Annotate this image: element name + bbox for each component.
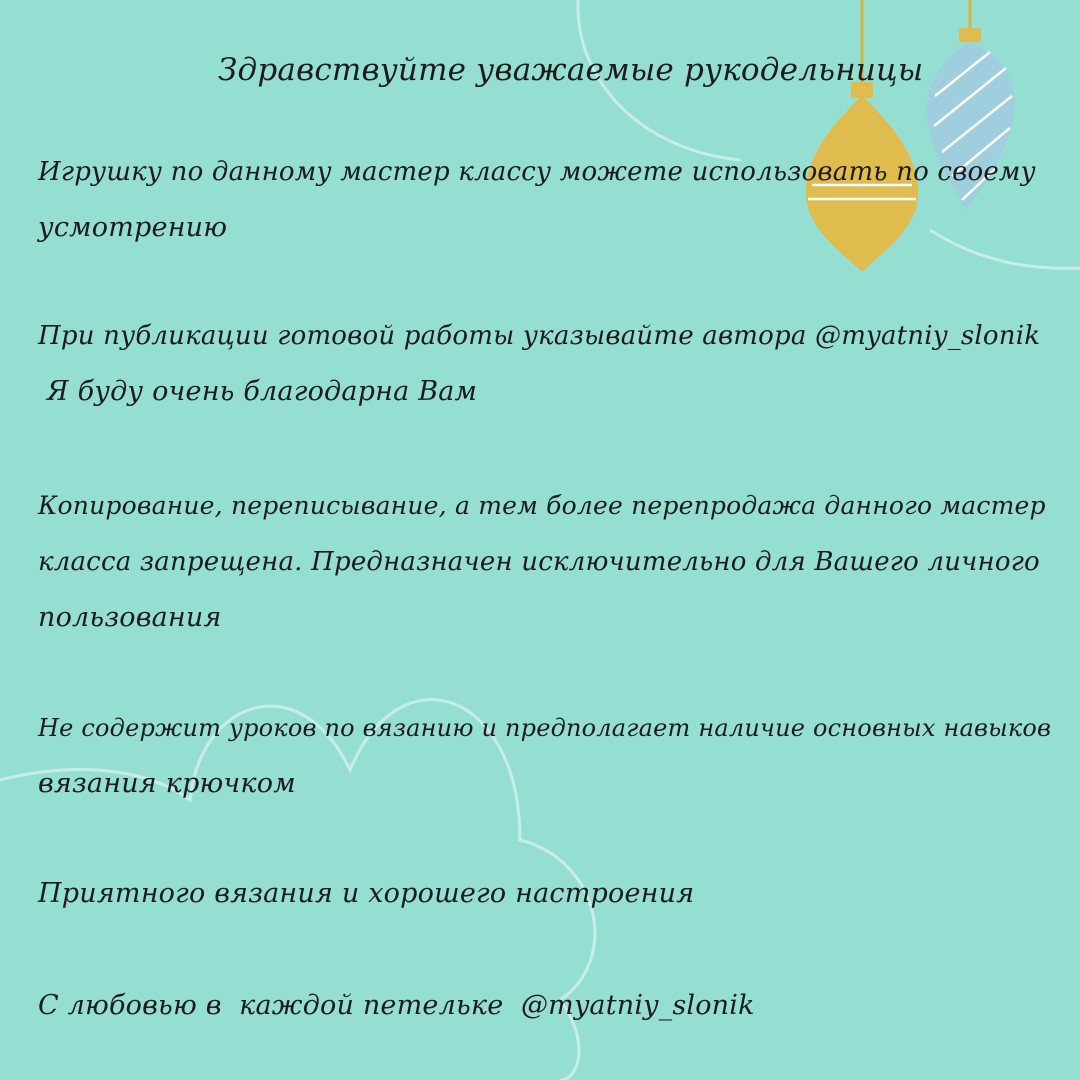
gold-ornament-icon xyxy=(806,0,918,272)
paragraph-5-line-1: Приятного вязания и хорошего настроения xyxy=(38,878,695,909)
paragraph-4-line-2: вязания крючком xyxy=(38,768,296,799)
paragraph-1-line-2: усмотрению xyxy=(38,212,228,243)
paragraph-1-line-1: Игрушку по данному мастер классу можете использовать по своему xyxy=(38,157,1036,187)
paragraph-2-line-1: При публикации готовой работы указывайте автора @myatniy_slonik xyxy=(38,321,1041,351)
paragraph-4-line-1: Не содержит уроков по вязанию и предполагает наличие основных навыков xyxy=(38,714,1052,742)
page-title: Здравствуйте уважаемые рукодельницы xyxy=(218,52,924,88)
paragraph-3-line-2: класса запрещена. Предназначен исключительно для Вашего личного xyxy=(38,547,1040,577)
paragraph-3-line-1: Копирование, переписывание, а тем более перепродажа данного мастер xyxy=(38,491,1046,520)
paragraph-2-line-2: Я буду очень благодарна Вам xyxy=(38,376,478,407)
decor-arc-right xyxy=(930,230,1080,268)
paragraph-3-line-3: пользования xyxy=(38,602,222,633)
signature-line: С любовью в каждой петельке @myatniy_slonik xyxy=(38,990,755,1021)
